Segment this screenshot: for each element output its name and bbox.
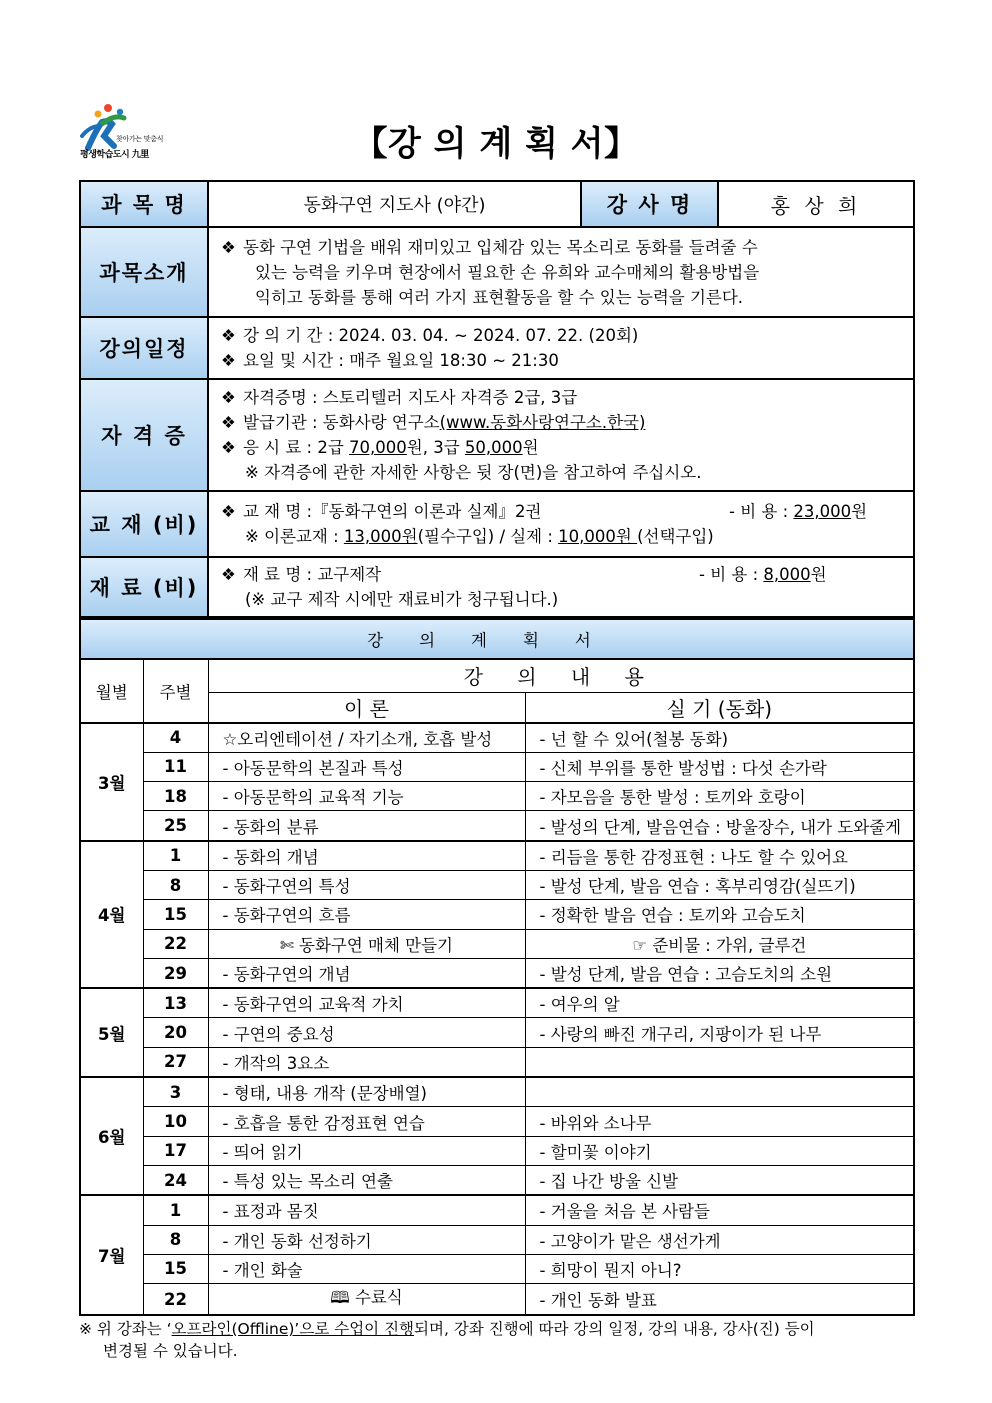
month-cell: 4월 bbox=[80, 841, 143, 988]
bullet-icon: ❖ bbox=[221, 388, 236, 407]
table-row bbox=[80, 1047, 914, 1077]
intro-text: ❖ 동화 구연 기법을 배워 재미있고 입체감 있는 목소리로 동화를 들려줄 수 있는 능력을 키우며 현장에서 필요한 손 유희와 교수매체의 활용방법을 익히고 동화를 통해 여러 가지 표현활동을 할 수 있는 능력을 기른다. bbox=[208, 227, 914, 317]
theory-cell: - 아동문학의 교육적 기능 bbox=[208, 782, 525, 811]
table-row bbox=[80, 782, 914, 811]
week-cell: 11 bbox=[143, 752, 208, 781]
practice-cell bbox=[525, 1077, 914, 1107]
plan-title: 강의계획서 bbox=[80, 619, 914, 659]
col-content: 강 의 내 용 bbox=[208, 659, 914, 692]
table-row bbox=[80, 752, 914, 781]
week-cell: 1 bbox=[143, 1195, 208, 1225]
theory-cell: - 호흡을 통한 감정표현 연습 bbox=[208, 1107, 525, 1136]
week-cell: 18 bbox=[143, 782, 208, 811]
theory-cell: - 동화구연의 교육적 가치 bbox=[208, 988, 525, 1018]
practice-cell: - 넌 할 수 있어(철봉 동화) bbox=[525, 723, 914, 753]
table-row bbox=[80, 958, 914, 988]
week-cell: 27 bbox=[143, 1047, 208, 1077]
week-cell: 15 bbox=[143, 1254, 208, 1283]
bullet-icon: ❖ bbox=[221, 413, 236, 432]
theory-cell: - 표정과 몸짓 bbox=[208, 1195, 525, 1225]
week-cell: 8 bbox=[143, 870, 208, 899]
table-row bbox=[80, 870, 914, 899]
table-row bbox=[80, 1077, 914, 1107]
col-month: 월별 bbox=[80, 659, 143, 723]
course-info-table bbox=[79, 180, 915, 618]
week-cell: 10 bbox=[143, 1107, 208, 1136]
practice-cell: - 리듬을 통한 감정표현 : 나도 할 수 있어요 bbox=[525, 841, 914, 871]
practice-cell: - 개인 동화 발표 bbox=[525, 1284, 914, 1316]
lecture-plan-table bbox=[79, 618, 915, 1316]
week-cell: 3 bbox=[143, 1077, 208, 1107]
table-row bbox=[80, 988, 914, 1018]
table-row bbox=[80, 1254, 914, 1283]
instructor-label: 강 사 명 bbox=[581, 181, 718, 227]
theory-cell: - 아동문학의 본질과 특성 bbox=[208, 752, 525, 781]
theory-cell: - 특성 있는 목소리 연출 bbox=[208, 1165, 525, 1195]
theory-cell: - 개인 화술 bbox=[208, 1254, 525, 1283]
theory-cell: - 동화의 분류 bbox=[208, 811, 525, 841]
practice-cell: - 신체 부위를 통한 발성법 : 다섯 손가락 bbox=[525, 752, 914, 781]
intro-label: 과목소개 bbox=[80, 227, 208, 317]
practice-cell: - 자모음을 통한 발성 : 토끼와 호랑이 bbox=[525, 782, 914, 811]
theory-cell: - 띄어 읽기 bbox=[208, 1136, 525, 1165]
cert-text: ❖ 자격증명 : 스토리텔러 지도사 자격증 2급, 3급 ❖ 발급기관 : 동화사랑 연구소(www.동화사랑연구소.한국) ❖ 응 시 료 : 2급 70,000원, 3급 50,000원 ※ 자격증에 관한 자세한 사항은 뒷 장(면)을 참고하여 주십시오. bbox=[208, 379, 914, 491]
week-cell: 24 bbox=[143, 1165, 208, 1195]
theory-cell: ✄ 동화구연 매체 만들기 bbox=[208, 929, 525, 958]
textbook-label: 교 재 (비) bbox=[80, 491, 208, 557]
practice-cell: - 집 나간 방울 신발 bbox=[525, 1165, 914, 1195]
instructor-value: 홍 상 희 bbox=[718, 181, 914, 227]
bullet-icon: ❖ bbox=[221, 237, 236, 257]
week-cell: 20 bbox=[143, 1018, 208, 1047]
col-week: 주별 bbox=[143, 659, 208, 723]
practice-cell: ☞ 준비물 : 가위, 글루건 bbox=[525, 929, 914, 958]
practice-cell: - 정확한 발음 연습 : 토끼와 고슴도치 bbox=[525, 900, 914, 929]
practice-cell: - 할미꽃 이야기 bbox=[525, 1136, 914, 1165]
textbook-text: ❖ 교 재 명 :『동화구연의 이론과 실제』2권 - 비 용 : 23,000원 ※ 이론교재 : 13,000원(필수구입) / 실제 : 10,000원 (선택구입) bbox=[208, 491, 914, 557]
week-cell: 1 bbox=[143, 841, 208, 871]
theory-cell: ☆오리엔테이션 / 자기소개, 호흡 발성 bbox=[208, 723, 525, 753]
page-title: 【강 의 계 획 서】 bbox=[353, 124, 639, 164]
practice-cell: - 바위와 소나무 bbox=[525, 1107, 914, 1136]
bullet-icon: ❖ bbox=[221, 351, 236, 370]
logo-name: 평생학습도시 九里 bbox=[80, 150, 149, 160]
table-row bbox=[80, 723, 914, 753]
logo-tagline: 찾아가는 맞춤식 bbox=[116, 135, 164, 143]
bullet-icon: ❖ bbox=[221, 438, 236, 457]
practice-cell: - 발성 단계, 발음 연습 : 고슴도치의 소원 bbox=[525, 958, 914, 988]
table-row bbox=[80, 1136, 914, 1165]
theory-cell: - 동화의 개념 bbox=[208, 841, 525, 871]
practice-cell: - 희망이 뭔지 아니? bbox=[525, 1254, 914, 1283]
month-cell: 6월 bbox=[80, 1077, 143, 1195]
cert-issuer-url: (www.동화사랑연구소.한국) bbox=[439, 413, 646, 432]
practice-cell: - 발성 단계, 발음 연습 : 혹부리영감(실뜨기) bbox=[525, 870, 914, 899]
week-cell: 15 bbox=[143, 900, 208, 929]
week-cell: 22 bbox=[143, 1284, 208, 1316]
footnote: ※ 위 강좌는 ‘오프라인(Offline)’으로 수업이 진행되며, 강좌 진행에 따라 강의 일정, 강의 내용, 강사(진) 등이 변경될 수 있습니다. bbox=[79, 1320, 815, 1360]
col-theory: 이 론 bbox=[208, 692, 525, 723]
practice-cell bbox=[525, 1047, 914, 1077]
schedule-text: ❖ 강 의 기 간 : 2024. 03. 04. ~ 2024. 07. 22. (20회) ❖ 요일 및 시간 : 매주 월요일 18:30 ~ 21:30 bbox=[208, 317, 914, 379]
bullet-icon: ❖ bbox=[221, 326, 236, 345]
table-row bbox=[80, 1165, 914, 1195]
table-row bbox=[80, 929, 914, 958]
theory-cell: - 동화구연의 개념 bbox=[208, 958, 525, 988]
theory-cell: - 동화구연의 특성 bbox=[208, 870, 525, 899]
table-row bbox=[80, 1018, 914, 1047]
table-row bbox=[80, 811, 914, 841]
week-cell: 17 bbox=[143, 1136, 208, 1165]
table-row bbox=[80, 1107, 914, 1136]
col-practice: 실 기 (동화) bbox=[525, 692, 914, 723]
month-cell: 5월 bbox=[80, 988, 143, 1077]
practice-cell: - 사랑의 빠진 개구리, 지팡이가 된 나무 bbox=[525, 1018, 914, 1047]
month-cell: 3월 bbox=[80, 723, 143, 841]
material-label: 재 료 (비) bbox=[80, 557, 208, 617]
practice-cell: - 거울을 처음 본 사람들 bbox=[525, 1195, 914, 1225]
material-text: ❖ 재 료 명 : 교구제작 - 비 용 : 8,000원 (※ 교구 제작 시에만 재료비가 청구됩니다.) bbox=[208, 557, 914, 617]
practice-cell: - 여우의 알 bbox=[525, 988, 914, 1018]
table-row bbox=[80, 1284, 914, 1316]
week-cell: 8 bbox=[143, 1225, 208, 1254]
theory-cell: - 개인 동화 선정하기 bbox=[208, 1225, 525, 1254]
theory-cell: - 개작의 3요소 bbox=[208, 1047, 525, 1077]
theory-cell: 🕮 수료식 bbox=[208, 1284, 525, 1316]
week-cell: 25 bbox=[143, 811, 208, 841]
practice-cell: - 고양이가 맡은 생선가게 bbox=[525, 1225, 914, 1254]
theory-cell: - 동화구연의 흐름 bbox=[208, 900, 525, 929]
week-cell: 22 bbox=[143, 929, 208, 958]
bullet-icon: ❖ bbox=[221, 565, 236, 584]
subject-value: 동화구연 지도사 (야간) bbox=[208, 181, 581, 227]
table-row bbox=[80, 1225, 914, 1254]
week-cell: 29 bbox=[143, 958, 208, 988]
cert-label: 자 격 증 bbox=[80, 379, 208, 491]
table-row bbox=[80, 1195, 914, 1225]
month-cell: 7월 bbox=[80, 1195, 143, 1315]
week-cell: 4 bbox=[143, 723, 208, 753]
theory-cell: - 구연의 중요성 bbox=[208, 1018, 525, 1047]
practice-cell: - 발성의 단계, 발음연습 : 방울장수, 내가 도와줄게 bbox=[525, 811, 914, 841]
bullet-icon: ❖ bbox=[221, 502, 236, 521]
schedule-label: 강의일정 bbox=[80, 317, 208, 379]
table-row bbox=[80, 900, 914, 929]
theory-cell: - 형태, 내용 개작 (문장배열) bbox=[208, 1077, 525, 1107]
table-row bbox=[80, 841, 914, 871]
week-cell: 13 bbox=[143, 988, 208, 1018]
subject-label: 과 목 명 bbox=[80, 181, 208, 227]
